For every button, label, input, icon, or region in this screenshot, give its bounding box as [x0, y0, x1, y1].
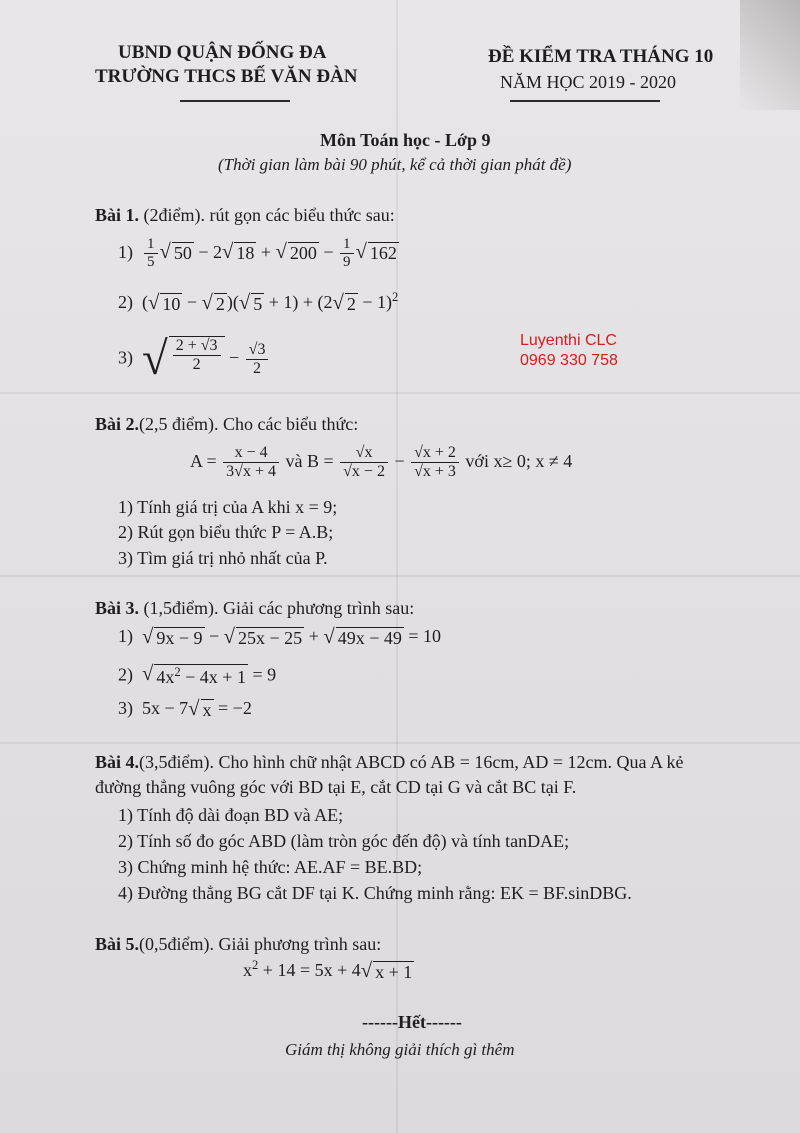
end-mark: ------Hết------: [362, 1012, 462, 1032]
proctor-note: Giám thị không giải thích gì thêm: [285, 1040, 515, 1059]
bai3-heading: Bài 3. (1,5điểm). Giải các phương trình sau:: [95, 598, 415, 618]
bai2-heading: Bài 2.(2,5 điểm). Cho các biểu thức:: [95, 414, 359, 434]
exam-title: ĐỀ KIỂM TRA THÁNG 10: [488, 46, 714, 67]
bai4-item-2: 2) Tính số đo góc ABD (làm tròn góc đến độ) và tính tanDAE;: [118, 831, 570, 851]
school-name: TRƯỜNG THCS BẾ VĂN ĐÀN: [95, 66, 358, 87]
underline: [510, 100, 660, 102]
school-year: NĂM HỌC 2019 - 2020: [500, 72, 677, 92]
bai3-eq-1: 1) √ 9x − 9 − √ 25x − 25 + √ 49x − 49 = 10: [118, 625, 442, 648]
bai1-heading: Bài 1. (2điểm). rút gọn các biểu thức sau:: [95, 205, 395, 225]
bai1-expr-2: 2) ( √ 10 − √ 2 )( √ 5 + 1) + (2 √ 2 − 1)$^2$: [118, 290, 399, 314]
bai4-item-3: 3) Chứng minh hệ thức: AE.AF = BE.BD;: [118, 857, 423, 877]
bai4-item-4: 4) Đường thẳng BG cắt DF tại K. Chứng minh rằng: EK = BF.sinDBG.: [118, 883, 632, 903]
paper-fold: [0, 742, 800, 744]
underline: [180, 100, 290, 102]
bai2-item-3: 3) Tìm giá trị nhỏ nhất của P.: [118, 548, 328, 568]
paper-fold: [0, 575, 800, 577]
bai5-heading: Bài 5.(0,5điểm). Giải phương trình sau:: [95, 934, 382, 954]
bai1-expr-3: 3) √ $\frac{2 + √3}{2}$ − $\frac{√3}{2}$: [118, 336, 270, 383]
watermark-name: Luyenthi CLC: [520, 332, 617, 349]
bai2-item-1: 1) Tính giá trị của A khi x = 9;: [118, 497, 338, 517]
bai4-item-1: 1) Tính độ dài đoạn BD và AE;: [118, 805, 344, 825]
bai4-heading: Bài 4.(3,5điểm). Cho hình chữ nhật ABCD có AB = 16cm, AD = 12cm. Qua A kẻ: [95, 752, 684, 772]
bai2-expressions: A = $\frac{x - 4}{3√x + 4}$ và B = $\frac{√x}{√x - 2}$ − $\frac{√x + 2}{√x + 3}$ với x≥ 0; x ≠ 4: [190, 444, 573, 481]
paper-fold: [0, 392, 800, 394]
bai4-line2: đường thẳng vuông góc với BD tại E, cắt CD tại G và cắt BC tại F.: [95, 777, 577, 797]
bai2-condition: với x≥ 0; x ≠ 4: [465, 451, 573, 472]
subject-line: Môn Toán học - Lớp 9: [320, 130, 491, 150]
bai2-item-2: 2) Rút gọn biểu thức P = A.B;: [118, 522, 334, 542]
curled-corner: [740, 0, 800, 110]
watermark-phone: 0969 330 758: [520, 352, 618, 369]
bai5-equation: $x^2 + 14 = 5x + 4$ √ x + 1: [243, 958, 413, 982]
bai3-eq-2: 2) √ $4x^2 - 4x + 1$ = 9: [118, 663, 277, 687]
bai1-expr-1: 1) $\frac{1}{5}$ √ 50 − 2 √ 18 + √ 200 − $\frac{1}{9}$ √ 162: [118, 236, 397, 271]
time-note: (Thời gian làm bài 90 phút, kể cả thời gian phát đề): [218, 155, 572, 174]
bai3-eq-3: 3) 5x − 7 √ x = −2: [118, 697, 252, 720]
district-name: UBND QUẬN ĐỐNG ĐA: [118, 42, 327, 63]
